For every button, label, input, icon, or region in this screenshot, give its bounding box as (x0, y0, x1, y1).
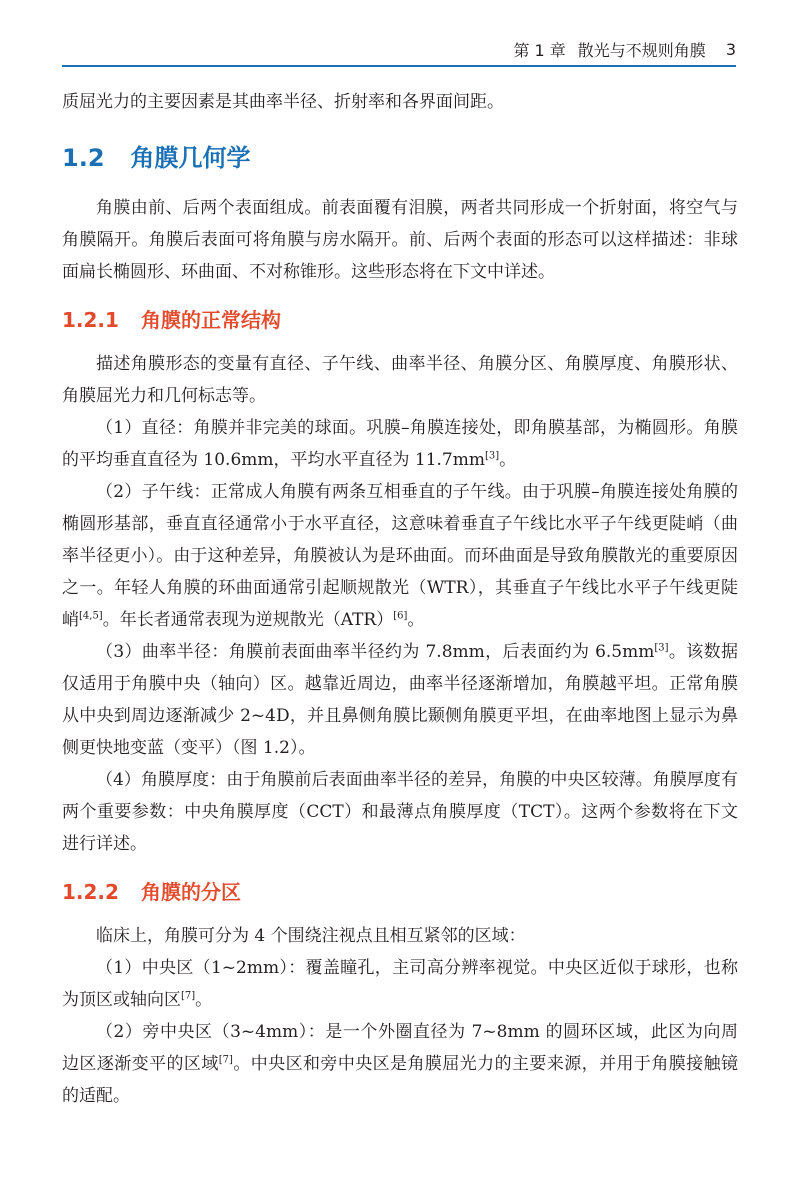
citation: [6] (393, 610, 408, 622)
page-body (62, 86, 738, 1112)
paragraph: 临床上，角膜可分为 4 个围绕注视点且相互紧邻的区域： (96, 926, 526, 946)
paragraph: 角膜由前、后两个表面组成。前表面覆有泪膜，两者共同形成一个折射面，将空气与角膜隔开。角膜后表面可将角膜与房水隔开。前、后两个表面的形态可以这样描述：非球面扁长椭圆形、环曲面、不对称锥形。这些形态将在下文中详述。 (62, 198, 738, 282)
chapter-title: 散光与不规则角膜 (577, 40, 706, 60)
subsection-number: 1.2.1 (62, 308, 119, 332)
citation: [3] (485, 450, 500, 462)
list-item-meridian: （2）子午线：正常成人角膜有两条互相垂直的子午线。由于巩膜–角膜连接处角膜的椭圆形基部，垂直直径通常小于水平直径，这意味着垂直子午线比水平子午线更陡峭（曲率半径更小）。由于这种差异，角膜被认为是环曲面。而环曲面是导致角膜散光的重要原因之一。年轻人角膜的环曲面通常引起顺规散光（WTR），其垂直子午线比水平子午线更陡峭[4,5]。年长者通常表现为逆规散光（ATR）[6]。 (62, 482, 738, 630)
list-item-central-zone: （1）中央区（1~2mm）：覆盖瞳孔，主司高分辨率视觉。中央区近似于球形，也称为顶区或轴向区[7]。 (62, 958, 738, 1010)
header-rule (62, 65, 736, 67)
section-heading-1-2 (62, 142, 738, 174)
citation: [3] (654, 642, 669, 654)
subsection-title: 角膜的正常结构 (140, 308, 281, 332)
section-number: 1.2 (62, 144, 105, 172)
list-item-curvature-radius: （3）曲率半径：角膜前表面曲率半径约为 7.8mm，后表面约为 6.5mm[3]。该数据仅适用于角膜中央（轴向）区。越靠近周边，曲率半径逐渐增加，角膜越平坦。正常角膜从中央到周边逐渐减少 2~4D，并且鼻侧角膜比颞侧角膜更平坦，在曲率地图上显示为鼻侧更快地变蓝（变平）（图 1.2）。 (62, 642, 739, 758)
citation: [7] (181, 990, 196, 1002)
citation: [4,5] (79, 610, 103, 622)
citation: [7] (218, 1054, 233, 1066)
paragraph: 描述角膜形态的变量有直径、子午线、曲率半径、角膜分区、角膜厚度、角膜形状、角膜屈光力和几何标志等。 (62, 354, 738, 406)
list-item-diameter: （1）直径：角膜并非完美的球面。巩膜–角膜连接处，即角膜基部，为椭圆形。角膜的平均垂直直径为 10.6mm，平均水平直径为 11.7mm[3]。 (62, 418, 738, 470)
running-head (62, 34, 736, 64)
subsection-heading-1-2-2 (62, 872, 738, 912)
subsection-heading-1-2-1 (62, 300, 738, 340)
section-title: 角膜几何学 (130, 144, 251, 172)
intro-line: 质屈光力的主要因素是其曲率半径、折射率和各界面间距。 (62, 92, 504, 112)
chapter-label: 第 1 章 (513, 40, 566, 60)
subsection-number: 1.2.2 (62, 880, 119, 904)
list-item-corneal-thickness: （4）角膜厚度：由于角膜前后表面曲率半径的差异，角膜的中央区较薄。角膜厚度有两个重要参数：中央角膜厚度（CCT）和最薄点角膜厚度（TCT）。这两个参数将在下文进行详述。 (62, 770, 738, 854)
subsection-title: 角膜的分区 (140, 880, 241, 904)
list-item-paracentral-zone: （2）旁中央区（3~4mm）：是一个外圈直径为 7~8mm 的圆环区域，此区为向周边区逐渐变平的区域[7]。中央区和旁中央区是角膜屈光力的主要来源，并用于角膜接触镜的适配。 (62, 1022, 738, 1106)
page-number: 3 (725, 39, 736, 59)
